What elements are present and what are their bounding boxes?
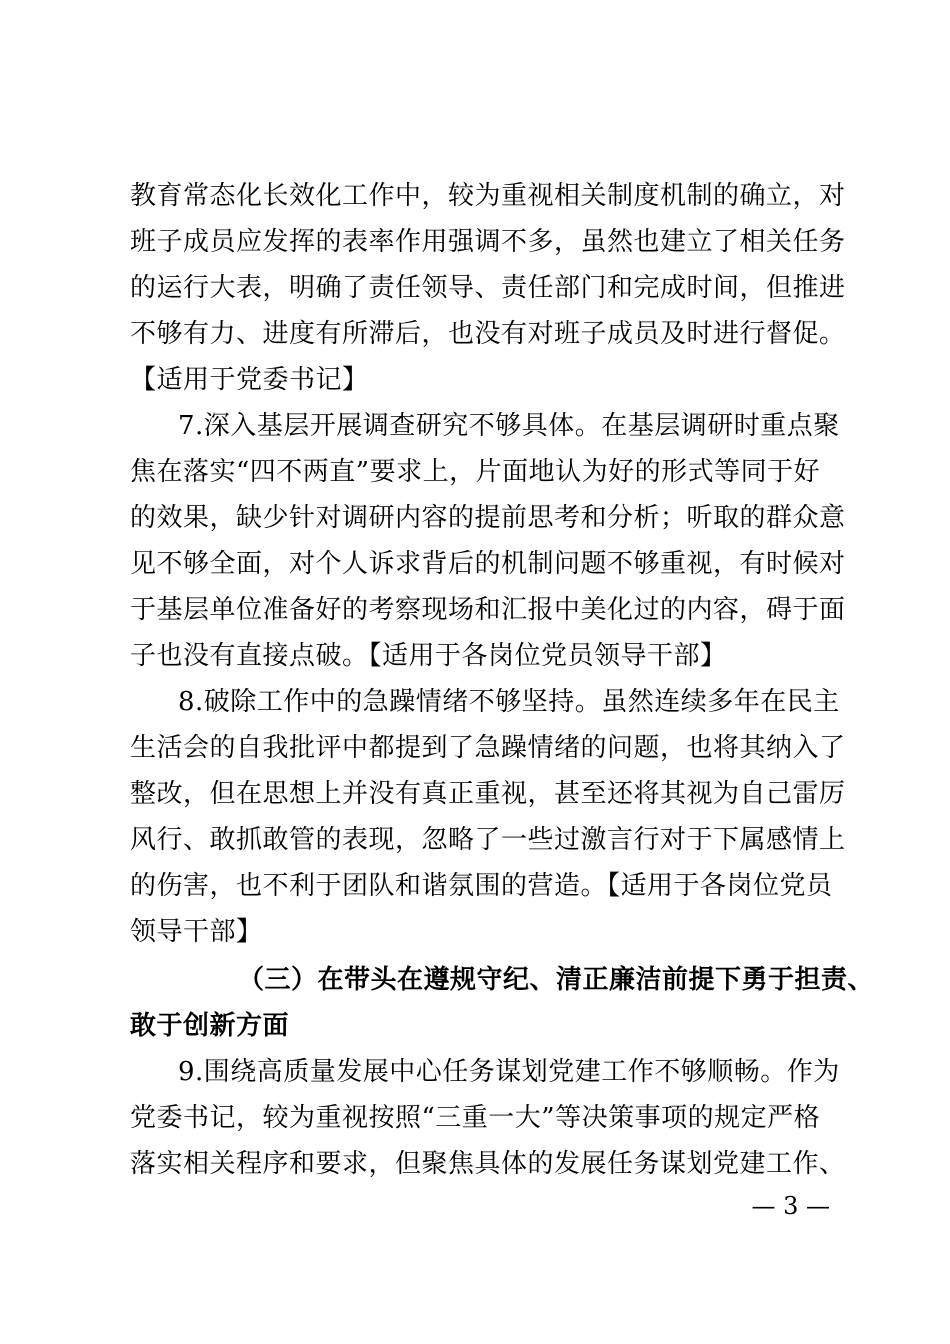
text-line-17: 领导干部】 xyxy=(130,917,263,947)
paragraph-9-first-line: 9.围绕高质量发展中心任务谋划党建工作不够顺畅。作为 xyxy=(178,1057,840,1087)
paragraph-7-first-line: 7.深入基层开展调查研究不够具体。在基层调研时重点聚 xyxy=(178,411,840,441)
text-line-5: 【适用于党委书记】 xyxy=(130,365,369,395)
text-line-21: 党委书记，较为重视按照“三重一大”等决策事项的规定严格 xyxy=(130,1103,821,1133)
text-line-3: 的运行大表，明确了责任领导、责任部门和完成时间，但推进 xyxy=(130,273,846,303)
text-line-16: 的伤害，也不利于团队和谐氛围的营造。【适用于各岗位党员 xyxy=(130,871,833,901)
text-line-22: 落实相关程序和要求，但聚焦具体的发展任务谋划党建工作、 xyxy=(130,1149,846,1179)
text-line-4: 不够有力、进度有所滞后，也没有对班子成员及时进行督促。 xyxy=(130,319,846,349)
text-line-9: 见不够全面，对个人诉求背后的机制问题不够重视，有时候对 xyxy=(130,549,846,579)
text-line-15: 风行、敢抓敢管的表现，忽略了一些过激言行对于下属感情上 xyxy=(130,825,846,855)
paragraph-8-first-line: 8.破除工作中的急躁情绪不够坚持。虽然连续多年在民主 xyxy=(178,687,840,717)
text-line-2: 班子成员应发挥的表率作用强调不多，虽然也建立了相关任务 xyxy=(130,227,846,257)
section-heading-3-continued: 敢于创新方面 xyxy=(130,1011,290,1041)
text-line-14: 整改，但在思想上并没有真正重视，甚至还将其视为自己雷厉 xyxy=(130,779,846,809)
text-line-1: 教育常态化长效化工作中，较为重视相关制度机制的确立，对 xyxy=(130,181,846,211)
section-heading-3: （三）在带头在遵规守纪、清正廉洁前提下勇于担责、 xyxy=(238,965,875,995)
text-line-7: 焦在落实“四不两直”要求上，片面地认为好的形式等同于好 xyxy=(130,457,821,487)
text-line-13: 生活会的自我批评中都提到了急躁情绪的问题，也将其纳入了 xyxy=(130,733,846,763)
text-line-8: 的效果，缺少针对调研内容的提前思考和分析；听取的群众意 xyxy=(130,503,846,533)
text-line-11: 子也没有直接点破。【适用于各岗位党员领导干部】 xyxy=(130,641,727,671)
text-line-10: 于基层单位准备好的考察现场和汇报中美化过的内容，碍于面 xyxy=(130,595,846,625)
page-number: — 3 — xyxy=(751,1192,830,1220)
